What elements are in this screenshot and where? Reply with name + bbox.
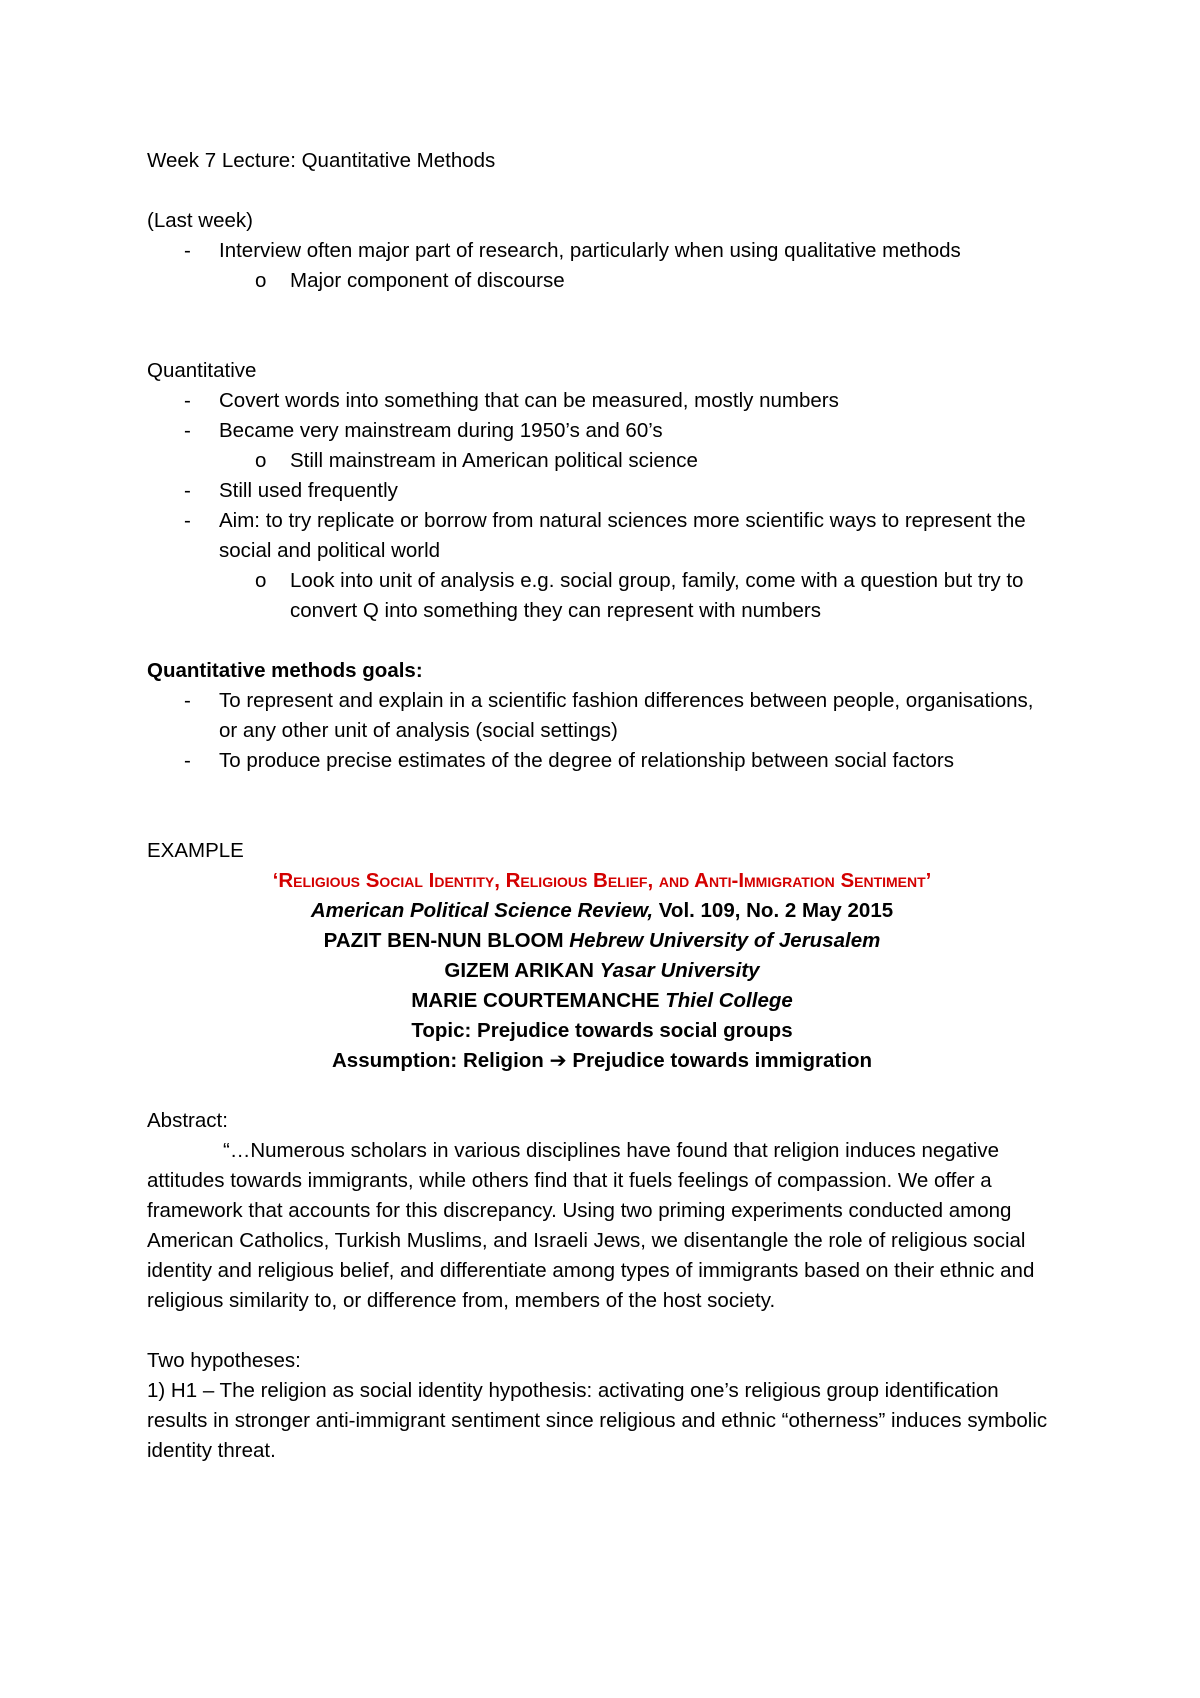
spacer <box>147 296 1057 356</box>
author-name: PAZIT BEN-NUN BLOOM <box>323 929 564 952</box>
lecture-title: Week 7 Lecture: Quantitative Methods <box>147 149 496 172</box>
spacer <box>147 626 1057 656</box>
author-affiliation: Yasar University <box>599 959 760 982</box>
arrow-right-icon: ➔ <box>549 1049 567 1072</box>
dash-bullet: - <box>184 239 191 262</box>
hypotheses-heading: Two hypotheses: <box>147 1349 301 1372</box>
spacer <box>147 776 1057 836</box>
sub-list-item <box>147 566 1057 626</box>
abstract-heading: Abstract: <box>147 1109 228 1132</box>
list-item-text: Still used frequently <box>219 479 398 502</box>
dash-bullet: - <box>184 479 191 502</box>
spacer <box>147 1076 1057 1106</box>
sub-list-item-text: Major component of discourse <box>290 269 565 292</box>
hypothesis-1: 1) H1 – The religion as social identity hypothesis: activating one’s religious group identification results in stronger anti-immigrant sentiment since religious and ethnic “otherness” induces symbolic identity threat. <box>147 1379 1048 1462</box>
spacer <box>147 176 1057 206</box>
journal-line <box>147 896 1057 926</box>
circle-bullet: o <box>255 449 267 472</box>
abstract-text: “…Numerous scholars in various disciplines have found that religion induces negative attitudes towards immigrants, while others find that it fuels feelings of compassion. We offer a framework that accounts for this discrepancy. Using two priming experiments conducted among American Catholics, Turkish Muslims, and Israeli Jews, we disentangle the role of religious social identity and religious belief, and differentiate among types of immigrants based on their ethnic and religious similarity to, or difference from, members of the host society. <box>147 1139 1035 1312</box>
list-item-text: To represent and explain in a scientific fashion differences between people, organisations, or any other unit of analysis (social settings) <box>219 689 1034 742</box>
last-week-heading: (Last week) <box>147 209 253 232</box>
article-title: ‘Religious Social Identity, Religious Belief, and Anti-Immigration Sentiment’ <box>272 869 932 892</box>
dash-bullet: - <box>184 419 191 442</box>
dash-bullet: - <box>184 749 191 772</box>
sub-list-item <box>147 266 1057 296</box>
list-item-text: Interview often major part of research, particularly when using qualitative methods <box>219 239 961 262</box>
author-name: MARIE COURTEMANCHE <box>411 989 660 1012</box>
assumption-left: Assumption: Religion <box>331 1049 550 1072</box>
document-body <box>147 146 1057 1466</box>
circle-bullet: o <box>255 569 267 592</box>
list-item <box>147 386 1057 416</box>
dash-bullet: - <box>184 509 191 532</box>
circle-bullet: o <box>255 269 267 292</box>
topic-line: Topic: Prejudice towards social groups <box>411 1019 793 1042</box>
author-line <box>147 956 1057 986</box>
list-item-text: Aim: to try replicate or borrow from natural sciences more scientific ways to represent the social and political world <box>219 509 1026 562</box>
journal-name: American Political Science Review, <box>310 899 654 922</box>
assumption-line <box>147 1046 1057 1076</box>
list-item <box>147 416 1057 446</box>
sub-list-item-text: Look into unit of analysis e.g. social group, family, come with a question but try to convert Q into something they can represent with numbers <box>290 569 1024 622</box>
list-item <box>147 236 1057 266</box>
list-item <box>147 746 1057 776</box>
sub-list-item-text: Still mainstream in American political science <box>290 449 698 472</box>
author-line <box>147 926 1057 956</box>
spacer <box>147 1316 1057 1346</box>
author-affiliation: Thiel College <box>665 989 793 1012</box>
goals-heading: Quantitative methods goals: <box>147 659 423 682</box>
list-item-text: Became very mainstream during 1950’s and 60’s <box>219 419 663 442</box>
sub-list-item <box>147 446 1057 476</box>
list-item <box>147 686 1057 746</box>
journal-volume: Vol. 109, No. 2 May 2015 <box>653 899 894 922</box>
list-item-text: To produce precise estimates of the degree of relationship between social factors <box>219 749 954 772</box>
dash-bullet: - <box>184 389 191 412</box>
list-item-text: Covert words into something that can be measured, mostly numbers <box>219 389 839 412</box>
list-item <box>147 506 1057 566</box>
list-item <box>147 476 1057 506</box>
author-affiliation: Hebrew University of Jerusalem <box>569 929 881 952</box>
example-heading: EXAMPLE <box>147 839 244 862</box>
quantitative-heading: Quantitative <box>147 359 257 382</box>
dash-bullet: - <box>184 689 191 712</box>
author-line <box>147 986 1057 1016</box>
author-name: GIZEM ARIKAN <box>444 959 594 982</box>
assumption-right: Prejudice towards immigration <box>566 1049 872 1072</box>
